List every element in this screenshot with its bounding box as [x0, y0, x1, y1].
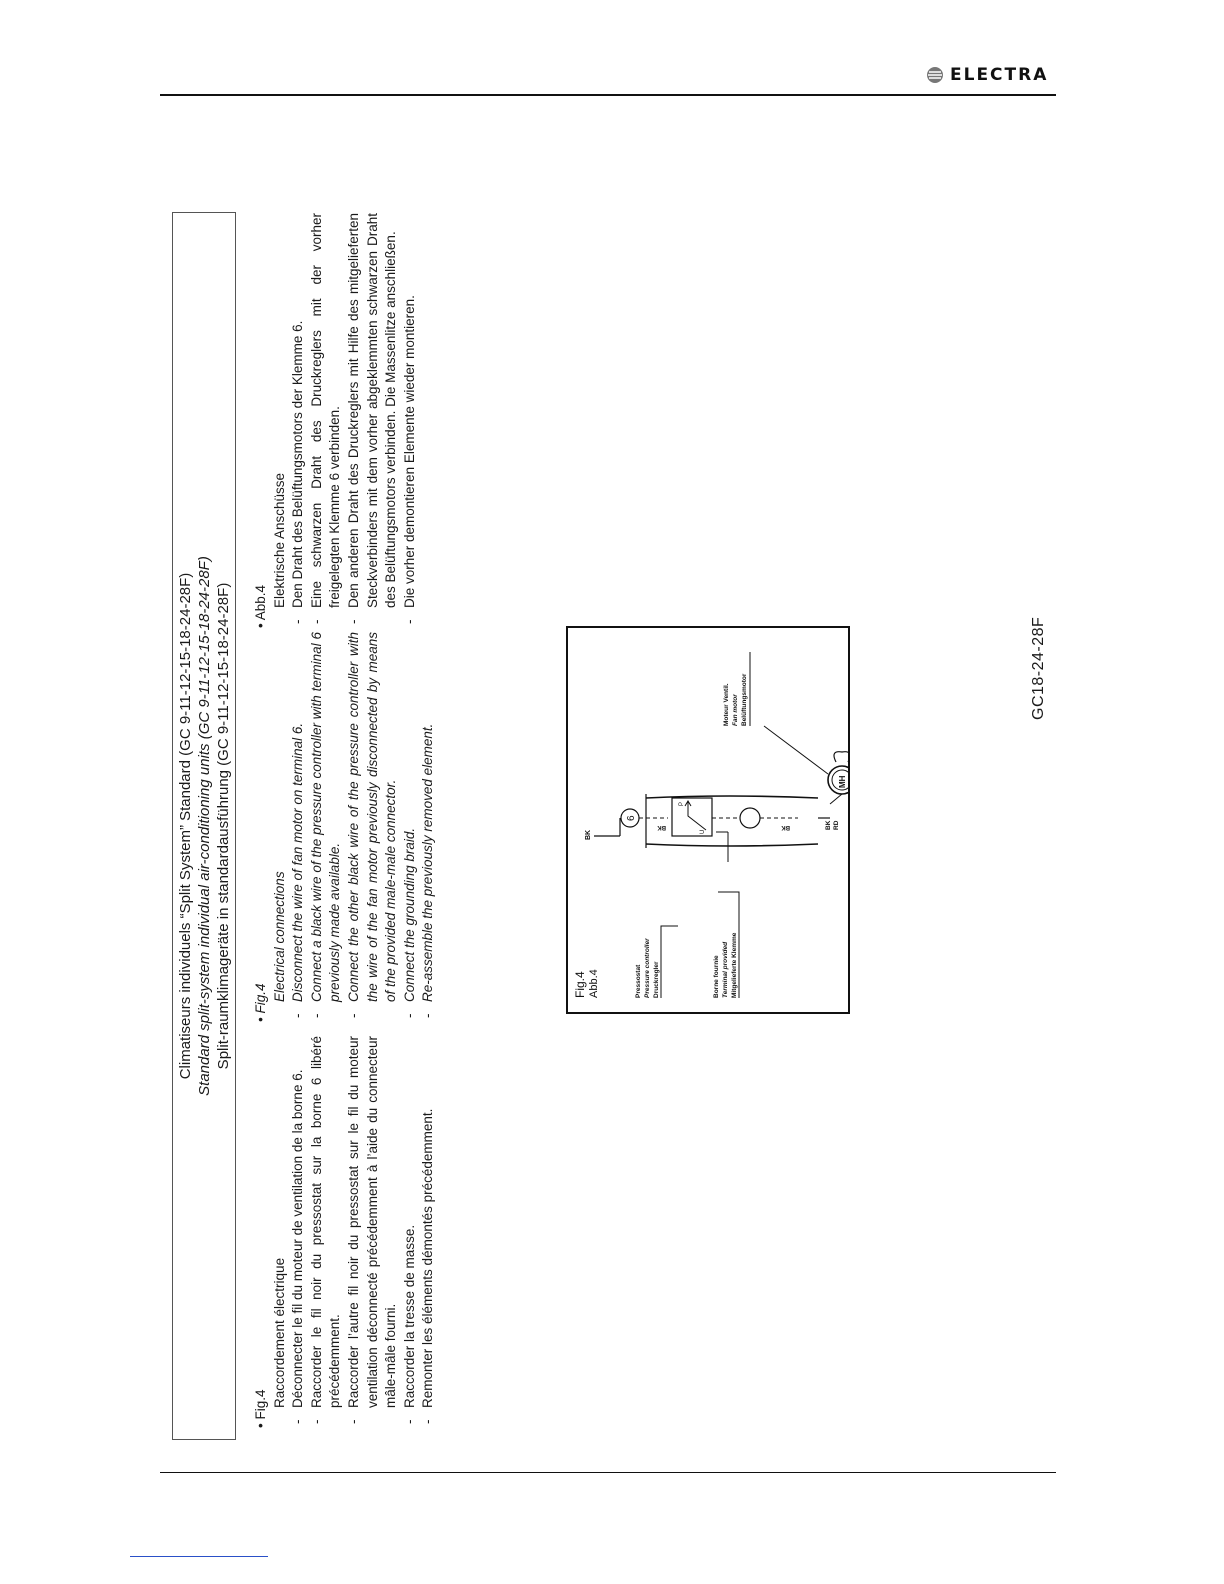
- list-item: - Remonter les éléments démontés précédemment.: [419, 1036, 438, 1428]
- title-fr: Climatiseurs individuels “Split System” Standard (GC 9-11-12-15-18-24-28F): [177, 572, 194, 1080]
- moteur-label: Moteur Ventil.: [723, 683, 730, 726]
- terminal-label: Terminal provided: [722, 941, 729, 998]
- list-item: - Raccorder le fil noir du pressostat sur la borne 6 libéré précédemment.: [308, 1036, 345, 1428]
- list-item: - Den anderen Draht des Druckreglers mit Hilfe des mitgelieferten Steckverbinders mit dem vorher abgeklemmten schwarzen Draht des Belüftungsmotors verbinden. Die Massenlitze anschließen.: [345, 213, 401, 628]
- column-english: [252, 632, 438, 1022]
- list-item: - Re-assemble the previously removed element.: [419, 632, 438, 1022]
- beluftung-label: Belüftungsmotor: [741, 673, 748, 726]
- list-item: - Disconnect the wire of fan motor on terminal 6.: [289, 632, 308, 1022]
- bk-wire-label-1: BK: [657, 824, 666, 830]
- list-item: - Raccorder la tresse de masse.: [401, 1036, 420, 1428]
- bk-wire-label-2: BK: [781, 824, 790, 830]
- title-en: Standard split-system individual air-conditioning units (GC 9-11-12-15-18-24-28F): [196, 556, 213, 1096]
- list-item: - Connect the other black wire of the pressure controller with the wire of the fan motor previously disconnected by means of the provided male-male connector.: [345, 632, 401, 1022]
- header-rule: [160, 94, 1056, 96]
- klemme-label: Mitgelieferte Klemme: [731, 932, 738, 998]
- fig-label: Fig.4: [573, 971, 587, 998]
- druckregler-label: Druckregler: [653, 961, 660, 998]
- wiring-diagram-svg: [568, 628, 848, 1012]
- bk-top-label: BK: [585, 829, 592, 840]
- fan-motor-label: Fan motor: [732, 694, 739, 726]
- title-box: [172, 212, 236, 1440]
- instruction-list: [289, 1036, 438, 1428]
- fig-ref: • Abb.4: [253, 584, 268, 628]
- u-label: U: [700, 829, 706, 834]
- list-item: - Connect a black wire of the pressure controller with terminal 6 previously made available.: [308, 632, 345, 1022]
- abb-label: Abb.4: [588, 969, 600, 998]
- pressure-switch-box: [672, 798, 712, 836]
- bk-wire-label-3: BK: [825, 820, 832, 830]
- section-heading: Electrical connections: [271, 871, 287, 1002]
- electra-logo: [926, 64, 1056, 86]
- list-item: - Connect the grounding braid.: [401, 632, 420, 1022]
- instruction-list: [289, 213, 419, 628]
- figure-code: [1030, 616, 1048, 721]
- figure-code-text: GC18-24-28F: [1030, 616, 1047, 720]
- fan-blade-icon: [834, 752, 848, 762]
- pressostat-label: Pressostat: [635, 964, 642, 998]
- terminal-number: 6: [626, 815, 637, 821]
- p-label: P: [679, 801, 685, 806]
- list-item: - Eine schwarzen Draht des Druckreglers mit der vorher freigelegten Klemme 6 verbinden.: [308, 213, 345, 628]
- brand-name: ELECTRA: [950, 65, 1049, 85]
- list-item: - Die vorher demontieren Elemente wieder montieren.: [401, 213, 420, 628]
- column-french: [252, 1036, 438, 1428]
- list-item: - Den Draht des Belüftungsmotors der Klemme 6.: [289, 213, 308, 628]
- column-german: [252, 213, 419, 628]
- pressure-controller-label: Pressure controller: [644, 938, 651, 998]
- borne-label: Borne fournie: [713, 955, 720, 998]
- mh-label: MH: [838, 775, 847, 788]
- title-de: Split-raumklimageräte in standardausführung (GC 9-11-12-15-18-24-28F): [215, 582, 232, 1070]
- footer-link-underline: [130, 1556, 268, 1557]
- list-item: - Raccorder l’autre fil noir du pressostat sur le fil du moteur ventilation déconnecté précédemment à l’aide du connecteur mâle-mâle fourni.: [345, 1036, 401, 1428]
- electra-mark-icon: [926, 66, 944, 84]
- list-item: - Déconnecter le fil du moteur de ventilation de la borne 6.: [289, 1036, 308, 1428]
- fig-ref: • Fig.4: [253, 983, 268, 1022]
- footer-rule: [160, 1472, 1056, 1473]
- wiring-diagram: [566, 626, 850, 1014]
- section-heading: Elektrische Anschüsse: [271, 472, 287, 608]
- instruction-list: [289, 632, 438, 1022]
- section-heading: Raccordement électrique: [271, 1257, 287, 1408]
- connector-circle: [740, 808, 760, 828]
- rotated-content: [172, 210, 450, 1440]
- fig-ref: • Fig.4: [253, 1389, 268, 1428]
- rd-wire-label: RD: [833, 820, 840, 830]
